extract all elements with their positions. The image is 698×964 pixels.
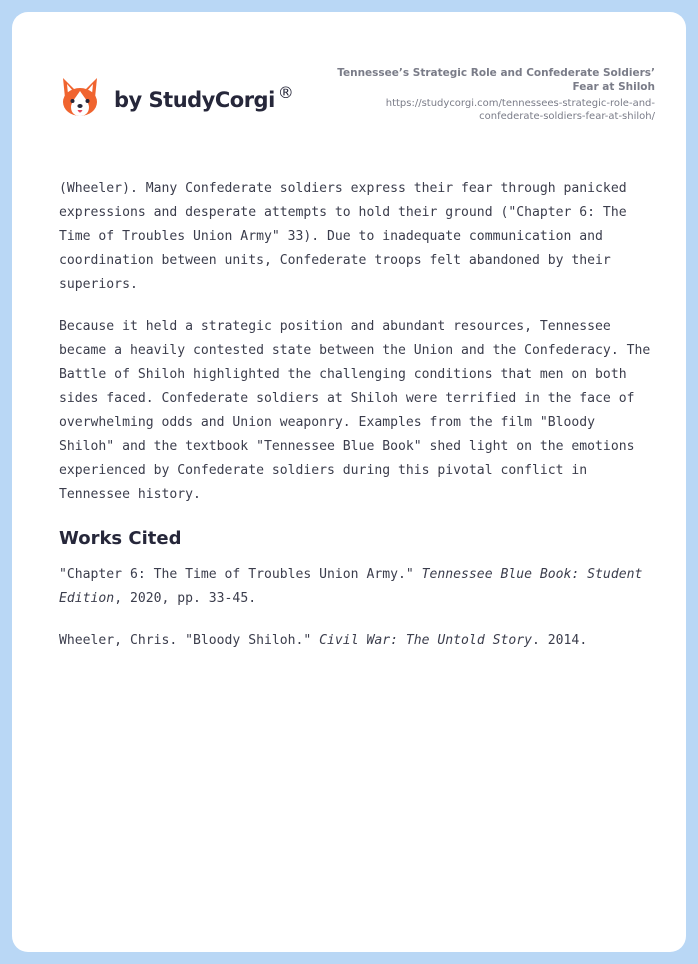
citation-entry <box>59 629 655 653</box>
citation-source-title: Tennessee Blue Book: Student Edition <box>59 567 643 606</box>
document-page <box>12 12 686 952</box>
citation-text: "Chapter 6: The Time of Troubles Union Army." <box>59 567 422 582</box>
citation-text: Wheeler, Chris. "Bloody Shiloh." <box>59 633 320 648</box>
citation-text: , 2020, pp. 33-45. <box>114 591 257 606</box>
works-cited-heading: Works Cited <box>59 528 182 549</box>
brand-name: by StudyCorgi ® <box>114 83 294 112</box>
document-meta <box>315 66 655 123</box>
citation-text: . 2014. <box>532 633 588 648</box>
studycorgi-logo[interactable] <box>60 76 293 120</box>
document-url-line2[interactable]: confederate-soldiers-fear-at-shiloh/ <box>479 111 655 122</box>
document-body <box>59 177 655 671</box>
body-paragraph: (Wheeler). Many Confederate soldiers express their fear through panicked expressions and desperate attempts to hold their ground ("Chapter 6: The Time of Troubles Union Army" 33). Due to inadequate communication and coordination between units, Confederate troops felt abandoned by their superiors. <box>59 181 627 292</box>
document-url-line1[interactable]: https://studycorgi.com/tennessees-strategic-role-and- <box>385 98 655 109</box>
citation-entry <box>59 563 655 611</box>
citation-source-title: Civil War: The Untold Story <box>319 633 533 648</box>
corgi-icon <box>60 76 100 120</box>
body-paragraph: Because it held a strategic position and abundant resources, Tennessee became a heavily contested state between the Union and the Confederacy. The Battle of Shiloh highlighted the challenging conditions that men on both sides faced. Confederate soldiers at Shiloh were terrified in the face of overwhelming odds and Union weaponry. Examples from the film "Bloody Shiloh" and the textbook "Tennessee Blue Book" shed light on the emotions experienced by Confederate soldiers during this pivotal conflict in Tennessee history. <box>59 319 651 502</box>
document-url[interactable] <box>315 97 655 123</box>
document-title-line1: Tennessee’s Strategic Role and Confederate Soldiers’ <box>337 67 655 79</box>
document-title-line2: Fear at Shiloh <box>572 81 655 93</box>
document-title <box>315 66 655 94</box>
registered-mark: ® <box>277 83 294 102</box>
